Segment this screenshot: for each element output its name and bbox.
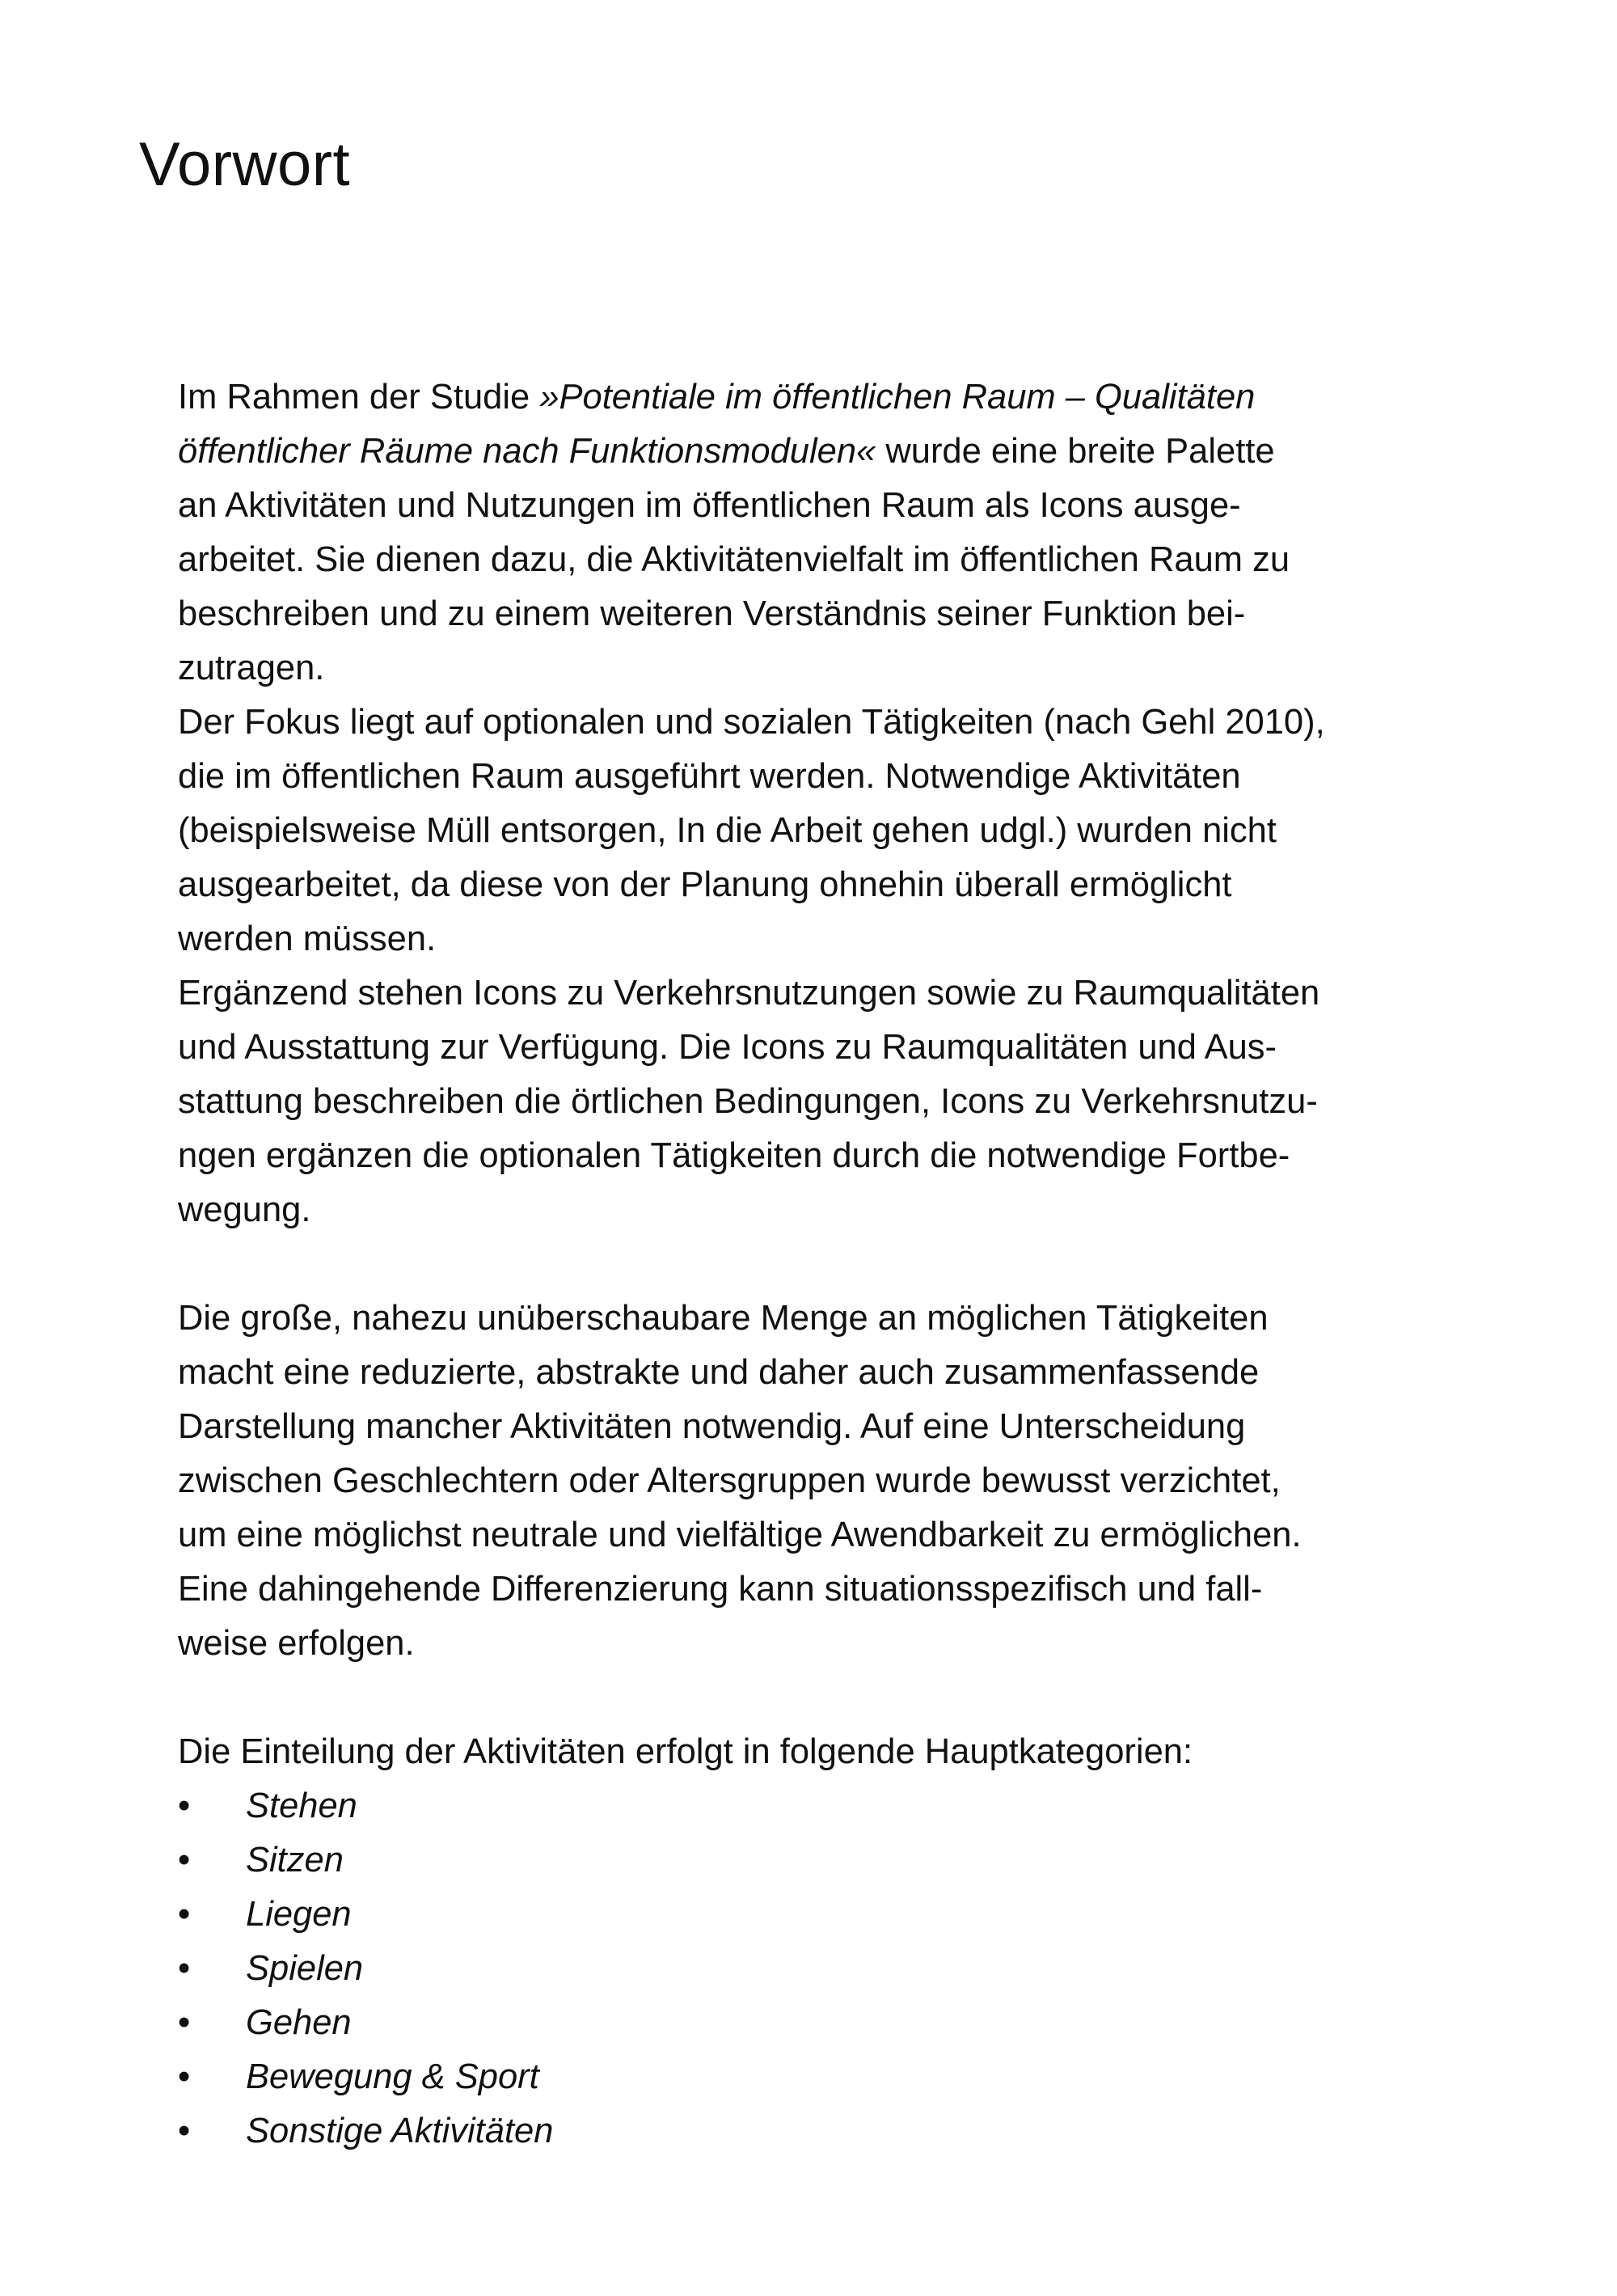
text-line: die im öffentlichen Raum ausgeführt werden. Notwendige Aktivitäten — [178, 757, 1241, 796]
categories-section — [178, 1725, 1439, 2159]
text-line: an Aktivitäten und Nutzungen im öffentlichen Raum als Icons ausge- — [178, 486, 1241, 525]
category-item-liegen — [178, 1888, 1439, 1942]
study-title-part-2: öffentlicher Räume nach Funktionsmodulen« — [178, 432, 876, 471]
category-item-sitzen — [178, 1833, 1439, 1888]
category-item-gehen — [178, 1996, 1439, 2050]
text-segment: wurde eine breite Palette — [876, 432, 1275, 471]
text-line: beschreiben und zu einem weiteren Verständnis seiner Funktion bei- — [178, 594, 1246, 633]
bullet-icon: • — [178, 2057, 191, 2096]
text-line: Der Fokus liegt auf optionalen und sozialen Tätigkeiten (nach Gehl 2010), — [178, 703, 1325, 742]
bullet-icon: • — [178, 2112, 191, 2150]
category-item-stehen — [178, 1779, 1439, 1833]
text-line: arbeitet. Sie dienen dazu, die Aktivitätenvielfalt im öffentlichen Raum zu — [178, 540, 1290, 579]
text-line: weise erfolgen. — [178, 1624, 415, 1663]
text-line: Darstellung mancher Aktivitäten notwendig. Auf eine Unterscheidung — [178, 1407, 1246, 1446]
bullet-icon: • — [178, 1949, 191, 1988]
category-label: Sitzen — [246, 1841, 344, 1880]
text-line: zutragen. — [178, 649, 325, 687]
text-line: macht eine reduzierte, abstrakte und daher auch zusammenfassende — [178, 1353, 1260, 1392]
categories-intro: Die Einteilung der Aktivitäten erfolgt in folgende Hauptkategorien: — [178, 1732, 1193, 1771]
category-item-spielen — [178, 1942, 1439, 1996]
text-line: zwischen Geschlechtern oder Altersgruppen wurde bewusst verzichtet, — [178, 1461, 1281, 1500]
bullet-icon: • — [178, 2003, 191, 2042]
category-label: Bewegung & Sport — [246, 2057, 539, 2096]
text-line: (beispielsweise Müll entsorgen, In die Arbeit gehen udgl.) wurden nicht — [178, 811, 1277, 850]
category-label: Liegen — [246, 1895, 352, 1934]
body-text — [178, 370, 1439, 2159]
text-line: Ergänzend stehen Icons zu Verkehrsnutzungen sowie zu Raumqualitäten — [178, 974, 1320, 1013]
text-segment: Im Rahmen der Studie — [178, 378, 540, 416]
paragraph-spacer — [178, 1237, 1439, 1292]
category-label: Stehen — [246, 1786, 357, 1825]
text-line: Die große, nahezu unüberschaubare Menge an möglichen Tätigkeiten — [178, 1299, 1269, 1338]
text-line: ngen ergänzen die optionalen Tätigkeiten durch die notwendige Fortbe- — [178, 1136, 1290, 1175]
paragraph-abstraction — [178, 1292, 1439, 1671]
text-line: um eine möglichst neutrale und vielfältige Awendbarkeit zu ermöglichen. — [178, 1516, 1302, 1554]
paragraph-spacer — [178, 1671, 1439, 1725]
text-line: wegung. — [178, 1190, 311, 1229]
study-title-part-1: »Potentiale im öffentlichen Raum – Qualitäten — [539, 378, 1256, 416]
page-title: Vorwort — [139, 130, 351, 199]
category-list — [178, 1779, 1439, 2159]
text-line: ausgearbeitet, da diese von der Planung ohnehin überall ermöglicht — [178, 865, 1232, 904]
text-line: Eine dahingehende Differenzierung kann situationsspezifisch und fall- — [178, 1570, 1263, 1609]
text-line: und Ausstattung zur Verfügung. Die Icons zu Raumqualitäten und Aus- — [178, 1028, 1277, 1067]
text-line: werden müssen. — [178, 920, 437, 958]
bullet-icon: • — [178, 1841, 191, 1880]
bullet-icon: • — [178, 1786, 191, 1825]
category-item-sonstige — [178, 2104, 1439, 2159]
bullet-icon: • — [178, 1895, 191, 1934]
text-line — [178, 370, 1439, 425]
category-label: Gehen — [246, 2003, 352, 2042]
category-label: Sonstige Aktivitäten — [246, 2112, 554, 2150]
category-label: Spielen — [246, 1949, 364, 1988]
paragraph-intro — [178, 370, 1439, 1237]
text-line — [178, 425, 1439, 479]
text-line: stattung beschreiben die örtlichen Bedingungen, Icons zu Verkehrsnutzu- — [178, 1082, 1318, 1121]
category-item-bewegung-sport — [178, 2050, 1439, 2104]
